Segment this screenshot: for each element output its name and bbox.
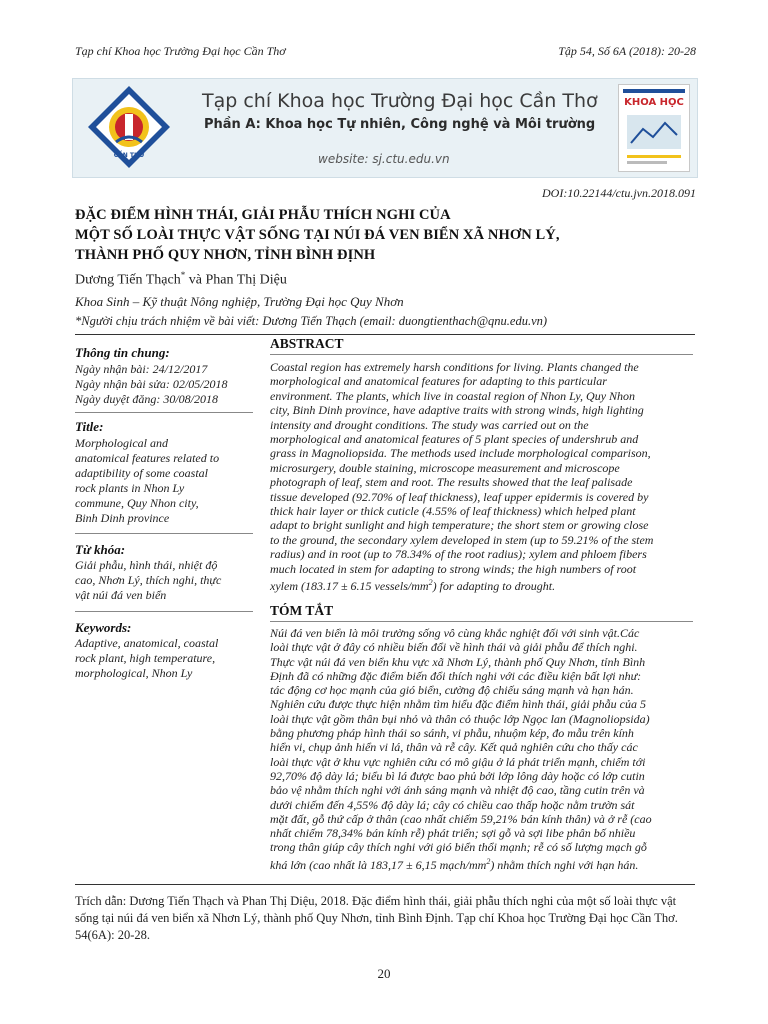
keywords-en-line: Adaptive, anatomical, coastal (75, 636, 219, 650)
article-title-line-1: ĐẶC ĐIỂM HÌNH THÁI, GIẢI PHẪU THÍCH NGHI CỦA (75, 207, 451, 223)
sidebar-divider (75, 533, 253, 534)
journal-part: Phần A: Khoa học Tự nhiên, Công nghệ và Môi trường (204, 117, 596, 132)
page-number: 20 (377, 966, 391, 981)
citation-text: Dương Tiến Thạch và Phan Thị Diệu, 2018. Đặc điểm hình thái, giải phẫu thích nghi của một số loài thực vật sống tại núi đá ven biển xã Nhơn Lý, thành phố Quy Nhơn, tỉnh Bình Định. Tạp chí Khoa học Trường Đại học Cần Thơ. 54(6A): 20-28. (75, 894, 678, 942)
article-title-line-3: THÀNH PHỐ QUY NHƠN, TỈNH BÌNH ĐỊNH (75, 247, 376, 263)
sidebar-divider (75, 412, 253, 413)
summary-line: tác động cơ học mạnh của gió biển, cường độ chiếu sáng mạnh và hạn hán. (270, 683, 634, 698)
abstract-last-text-end: ) for adapting to drought. (432, 579, 556, 594)
abstract-divider (270, 354, 693, 355)
summary-divider (270, 621, 693, 622)
abstract-line: tissue developed (92.70% of leaf thickness), leaf upper epidermis is covered by (270, 489, 649, 504)
summary-superscript: 2 (486, 856, 491, 866)
summary-line: Núi đá ven biển là môi trường sống vô cùng khắc nghiệt đối với sinh vật.Các (270, 626, 640, 640)
summary-line: hiển vi, chụp ảnh hiển vi lá, thân và rễ cây. Kết quả nghiên cứu cho thấy các (270, 740, 638, 755)
journal-name: Tạp chí Khoa học Trường Đại học Cần Thơ (202, 90, 598, 112)
summary-line: dưới chiếm đến 4,55% độ dày lá; cây có chiều cao thấp hoặc nằm trườn sát (270, 797, 635, 812)
general-info-heading: Thông tin chung: (75, 345, 170, 360)
keywords-vi-heading: Từ khóa: (75, 542, 126, 557)
abstract-line: city, Binh Dinh province, have adaptive traits with strong winds, high lighting (270, 403, 644, 418)
svg-text:CẦN THƠ: CẦN THƠ (113, 152, 145, 159)
summary-line: trong thân giúp cây thích nghi với gió biển thổi mạnh; rễ có số lượng mạch gỗ (270, 840, 647, 855)
citation-divider (75, 884, 695, 885)
abstract-line: adapt to bright sunlight and high temperature; the short stem or growing close (270, 518, 649, 533)
keywords-en-line: morphological, Nhon Ly (75, 666, 193, 680)
abstract-line: radius) and in root (up to 78.34% of the root radius); xylem and phloem fibers (270, 547, 647, 562)
english-title-line: anatomical features related to (75, 451, 220, 465)
keywords-vi-line: Giải phẫu, hình thái, nhiệt độ (75, 558, 218, 572)
corresponding-author: *Người chịu trách nhiệm về bài viết: Dương Tiến Thạch (email: duongtienthach@qnu.edu.vn) (75, 314, 548, 328)
abstract-last-line (270, 576, 693, 593)
abstract-heading: ABSTRACT (270, 336, 344, 351)
university-logo (86, 84, 172, 170)
summary-heading: TÓM TẮT (270, 603, 334, 618)
summary-line: nhất chiếm 78,34% bán kính rễ) phát triển; sợi gỗ và sợi libe phân bố nhiều (270, 826, 636, 841)
summary-last-text-end: ) nhằm thích nghi với hạn hán. (490, 857, 639, 872)
abstract-line: grass in Magnoliopsida. The methods used include morphological comparison, (270, 446, 651, 461)
keywords-en-heading: Keywords: (75, 620, 132, 635)
summary-line: bảo vệ nhằm thích nghi với ánh sáng mạnh và nhiệt độ cao, tầng cutin trên và (270, 783, 645, 798)
abstract-line: thick hair layer or thick cuticle (4.55% of leaf thickness) which helped plant (270, 504, 636, 519)
keywords-vi-line: vật núi đá ven biển (75, 588, 167, 602)
doi: DOI:10.22144/ctu.jvn.2018.091 (542, 186, 696, 200)
author-1: Dương Tiến Thạch (75, 272, 181, 288)
summary-line: Nghiên cứu được thực hiện nhằm tìm hiểu đặc điểm hình thái, giải phẫu của 5 (270, 697, 646, 712)
abstract-line: much located in stem for adapting to strong winds; the high numbers of root (270, 561, 637, 576)
abstract-line: microsurgery, double staining, microscope measurement and microscope (270, 460, 620, 475)
english-title-line: Binh Dinh province (75, 511, 170, 525)
summary-body (270, 626, 693, 872)
running-volume: Tập 54, Số 6A (2018): 20-28 (558, 44, 696, 58)
abstract-line: environment. The plants, which live in coastal region of Nhon Ly, Quy Nhon (270, 388, 636, 403)
summary-line: loài thực vật ở đây có nhiều biến đổi về hình thái và giải phẫu để thích nghi. (270, 640, 638, 655)
summary-line: loài thực vật ở khu vực nghiên cứu có mô giậu ở lá phát triển mạnh, chiếm tới (270, 754, 646, 769)
english-title-line: Morphological and (75, 436, 168, 450)
journal-cover-thumbnail (618, 84, 690, 172)
summary-line: Định đã có những đặc điểm biến đổi thích nghi với các điều kiện bất lợi như: (270, 668, 642, 683)
title-heading: Title: (75, 419, 104, 434)
svg-text:KHOA HỌC: KHOA HỌC (624, 97, 684, 108)
author-rest: và Phan Thị Diệu (185, 272, 287, 288)
authors (75, 270, 287, 289)
keywords-en-line: rock plant, high temperature, (75, 651, 216, 665)
journal-website: website: sj.ctu.edu.vn (318, 152, 450, 166)
affiliation: Khoa Sinh – Kỹ thuật Nông nghiệp, Trường Đại học Quy Nhơn (75, 294, 404, 309)
english-title-line: commune, Quy Nhon city, (75, 496, 199, 510)
abstract-line: intensity and drought conditions. The study was carried out on the (270, 417, 589, 432)
abstract-line: morphological and anatomical features of 5 plant species of undershrub and (270, 432, 639, 447)
abstract-line: Coastal region has extremely harsh conditions for living. Plants changed the (270, 360, 639, 374)
running-journal-title: Tạp chí Khoa học Trường Đại học Cần Thơ (75, 44, 286, 58)
summary-line: mặt đất, gỗ thứ cấp ở thân (cao nhất chiếm 59,21% bán kính thân) và ở rễ (cao (270, 811, 652, 826)
citation-label: Trích dẫn: (75, 894, 127, 908)
english-title-line: rock plants in Nhon Ly (75, 481, 185, 495)
accepted-date: Ngày duyệt đăng: 30/08/2018 (75, 392, 218, 406)
summary-last-text: khá lớn (cao nhất là 183,17 ± 6,15 mạch/mm (270, 857, 487, 872)
abstract-last-text: xylem (183.17 ± 6.15 vessels/mm (270, 579, 429, 594)
received-date: Ngày nhận bài: 24/12/2017 (75, 362, 208, 376)
abstract-superscript: 2 (428, 578, 433, 588)
corresponding-mark: * (180, 270, 186, 280)
header-divider (75, 334, 695, 335)
abstract-line: to the ground, the secondary xylem developed in stem (up to 59.21% of the stem (270, 532, 654, 547)
summary-line: loài thực vật gồm thân bụi nhỏ và thân cỏ thuộc lớp Ngọc lan (Magnoliopsida) (270, 711, 650, 726)
article-title-line-2: MỘT SỐ LOÀI THỰC VẬT SỐNG TẠI NÚI ĐÁ VEN BIỂN XÃ NHƠN LÝ, (75, 227, 560, 243)
english-title-line: adaptibility of some coastal (75, 466, 208, 480)
summary-last-line (270, 855, 693, 872)
abstract-line: morphological and anatomical features for adapting to this particular (270, 374, 607, 389)
abstract-body (270, 360, 693, 594)
sidebar-divider (75, 611, 253, 612)
summary-line: Thực vật núi đá ven biển khu vực xã Nhơn Lý, thành phố Quy Nhơn, tỉnh Bình (270, 654, 646, 669)
revised-date: Ngày nhận bài sửa: 02/05/2018 (75, 377, 228, 391)
summary-line: bằng phương pháp hình thái so sánh, vi phẫu, nhuộm kép, đo mẫu trên kính (270, 726, 634, 741)
citation (75, 893, 695, 944)
summary-line: 92,70% độ dày lá; biểu bì lá được bao phủ bởi lớp lông dày hoặc có lớp cutin (270, 768, 645, 783)
keywords-vi-line: cao, Nhơn Lý, thích nghi, thực (75, 573, 222, 587)
abstract-line: photograph of leaf, stem and root. The results showed that the leaf palisade (270, 475, 633, 490)
